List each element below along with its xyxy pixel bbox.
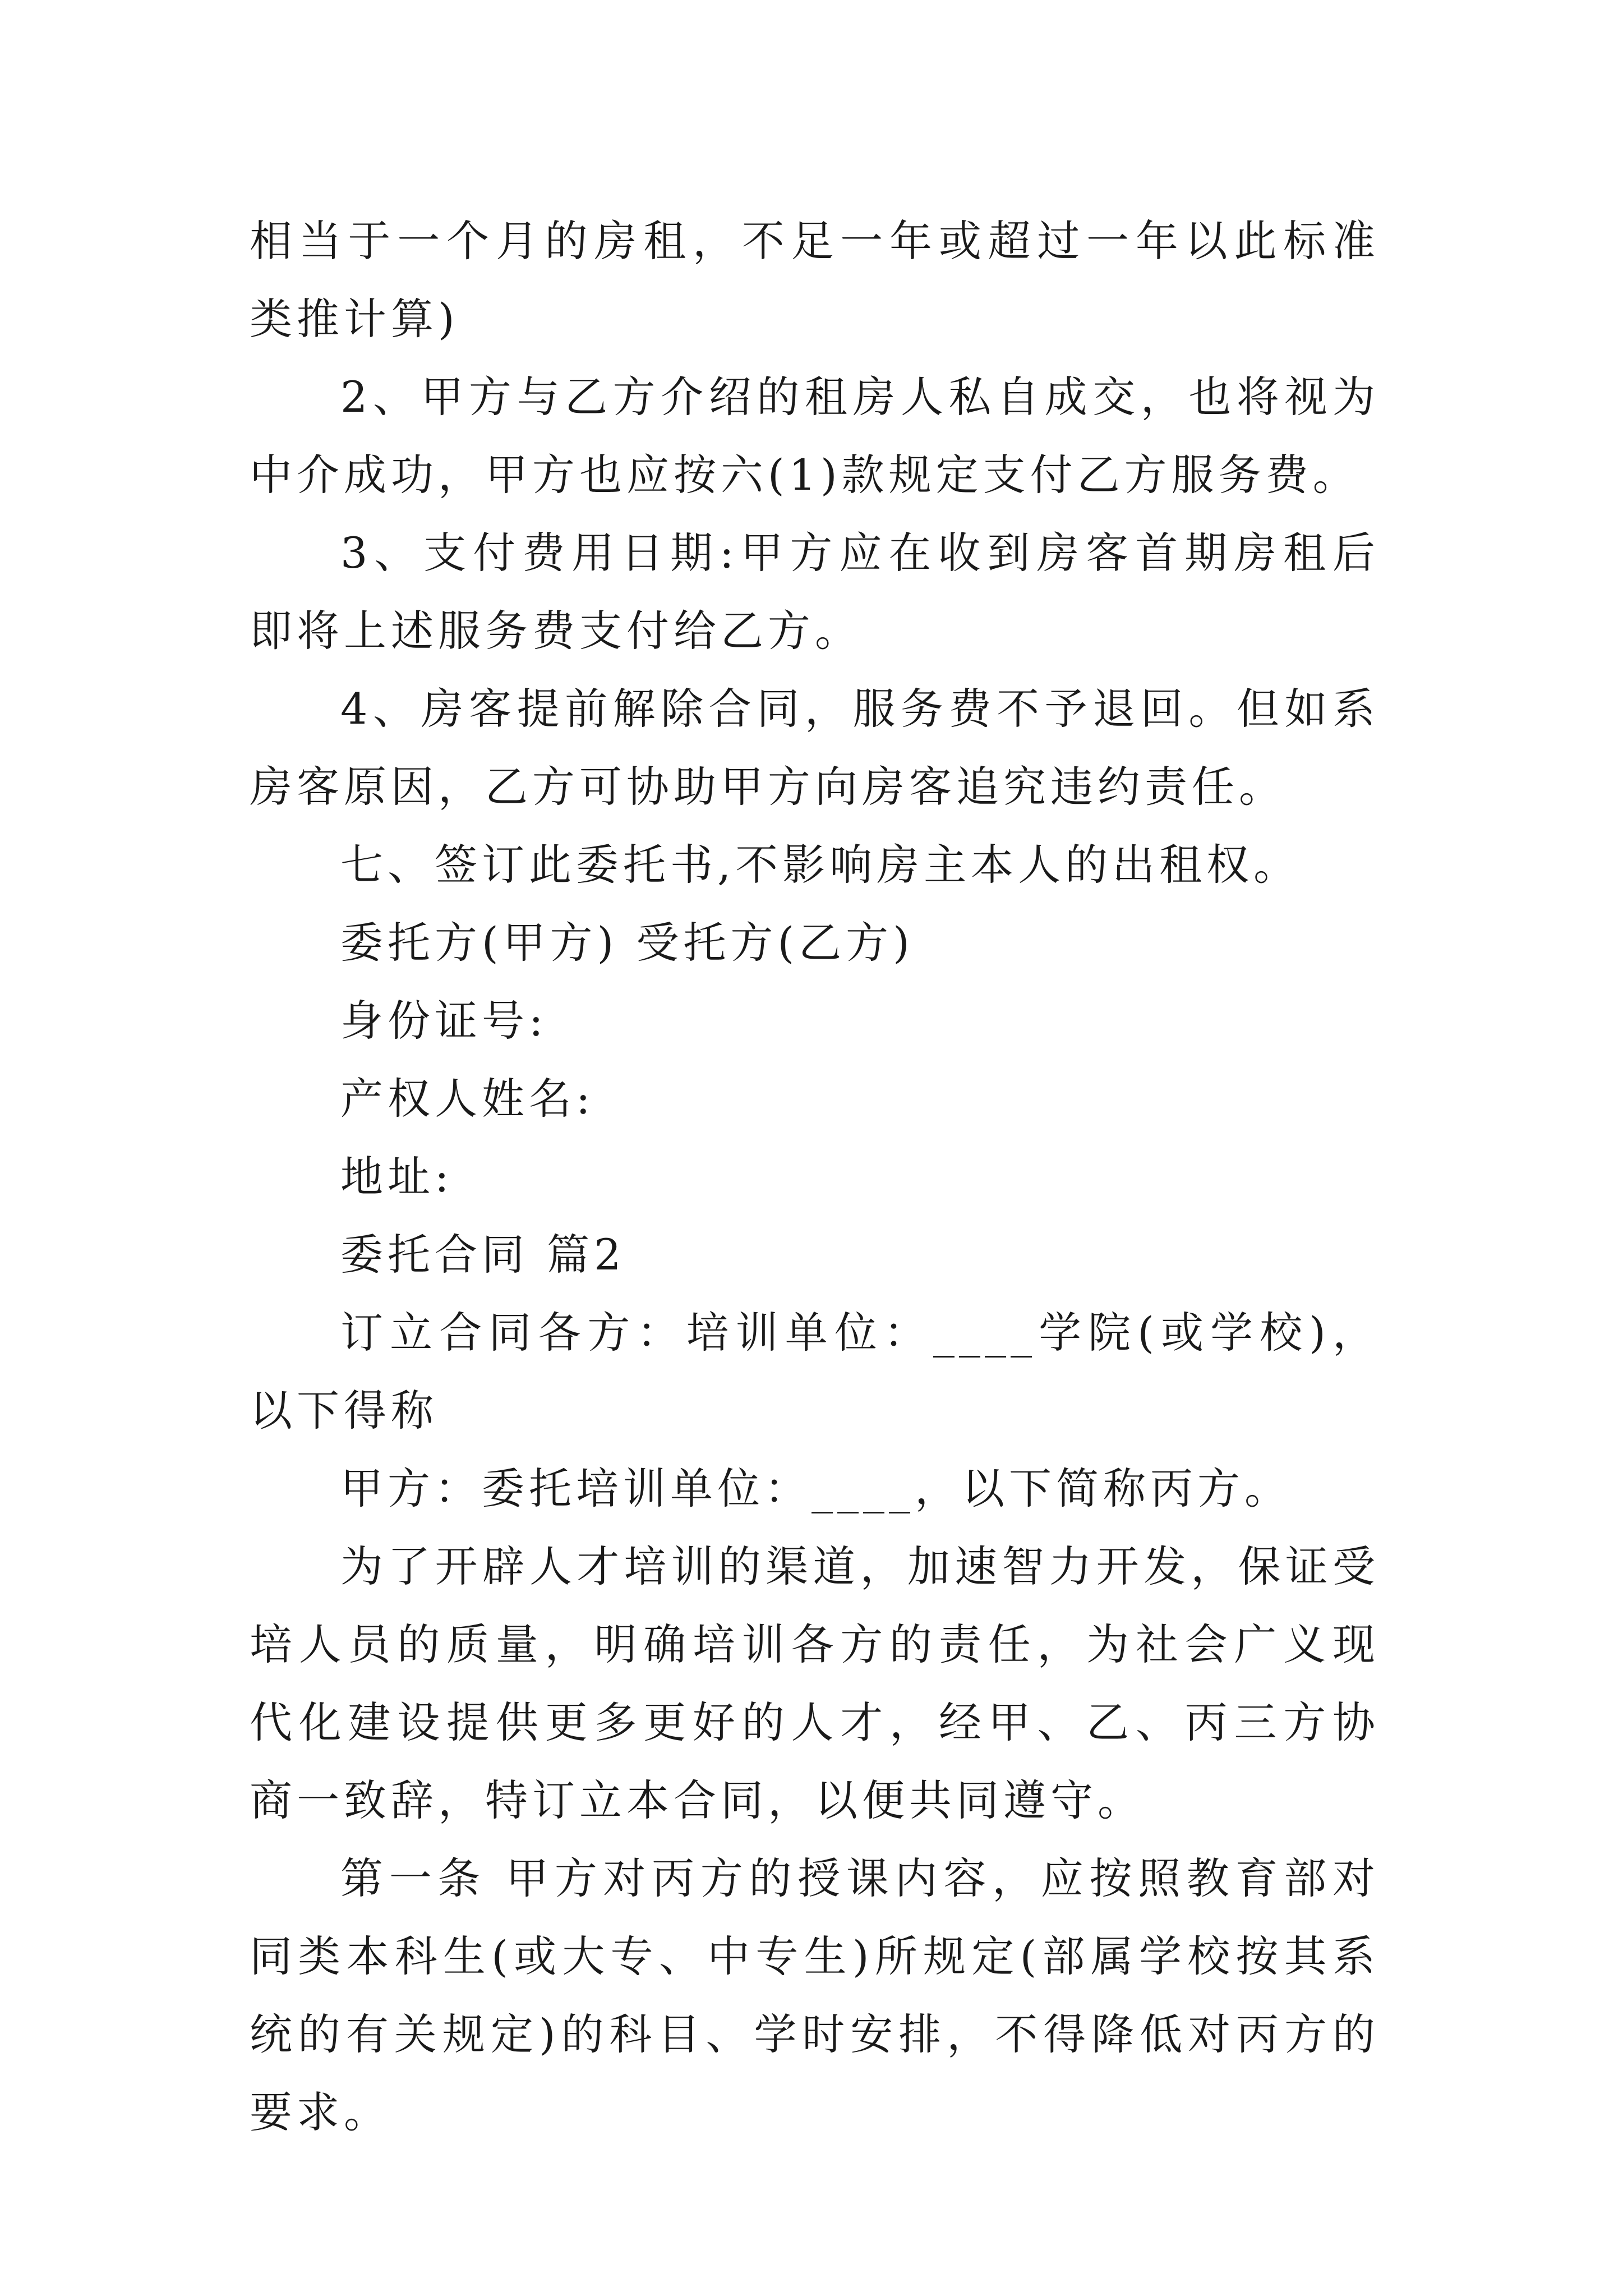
paragraph-13: 为了开辟人才培训的渠道，加速智力开发，保证受培人员的质量，明确培训各方的责任，为社会广义现代化建设提供更多更好的人才，经甲、乙、丙三方协商一致辞，特订立本合同，以便共同遵守。 [250, 1542, 1380, 1825]
paragraph-5: 七、签订此委托书,不影响房主本人的出租权。 [340, 840, 1301, 890]
document-body [250, 202, 1380, 2151]
paragraph-14: 第一条 甲方对丙方的授课内容，应按照教育部对同类本科生(或大专、中专生)所规定(部属学校按其系统的有关规定)的科目、学时安排，不得降低对丙方的要求。 [250, 1853, 1380, 2137]
paragraph-3: 3、支付费用日期:甲方应在收到房客首期房租后即将上述服务费支付给乙方。 [250, 528, 1380, 656]
paragraph-12: 甲方：委托培训单位：____，以下简称丙方。 [340, 1464, 1292, 1513]
paragraph-11: 订立合同各方：培训单位：____学院(或学校)，以下得称 [250, 1308, 1380, 1435]
paragraph-1: 相当于一个月的房租，不足一年或超过一年以此标准类推计算) [250, 216, 1380, 344]
paragraph-4: 4、房客提前解除合同，服务费不予退回。但如系房客原因，乙方可协助甲方向房客追究违约责任。 [250, 684, 1380, 812]
owner-name-field: 产权人姓名: [340, 1074, 595, 1124]
id-number-field: 身份证号: [340, 996, 548, 1046]
paragraph-2: 2、甲方与乙方介绍的租房人私自成交，也将视为中介成功，甲方也应按六(1)款规定支付乙方服务费。 [250, 372, 1380, 500]
signature-parties-line: 委托方(甲方) 受托方(乙方) [340, 918, 914, 968]
section-heading: 委托合同 篇2 [340, 1230, 626, 1280]
address-field: 地址: [340, 1152, 454, 1202]
